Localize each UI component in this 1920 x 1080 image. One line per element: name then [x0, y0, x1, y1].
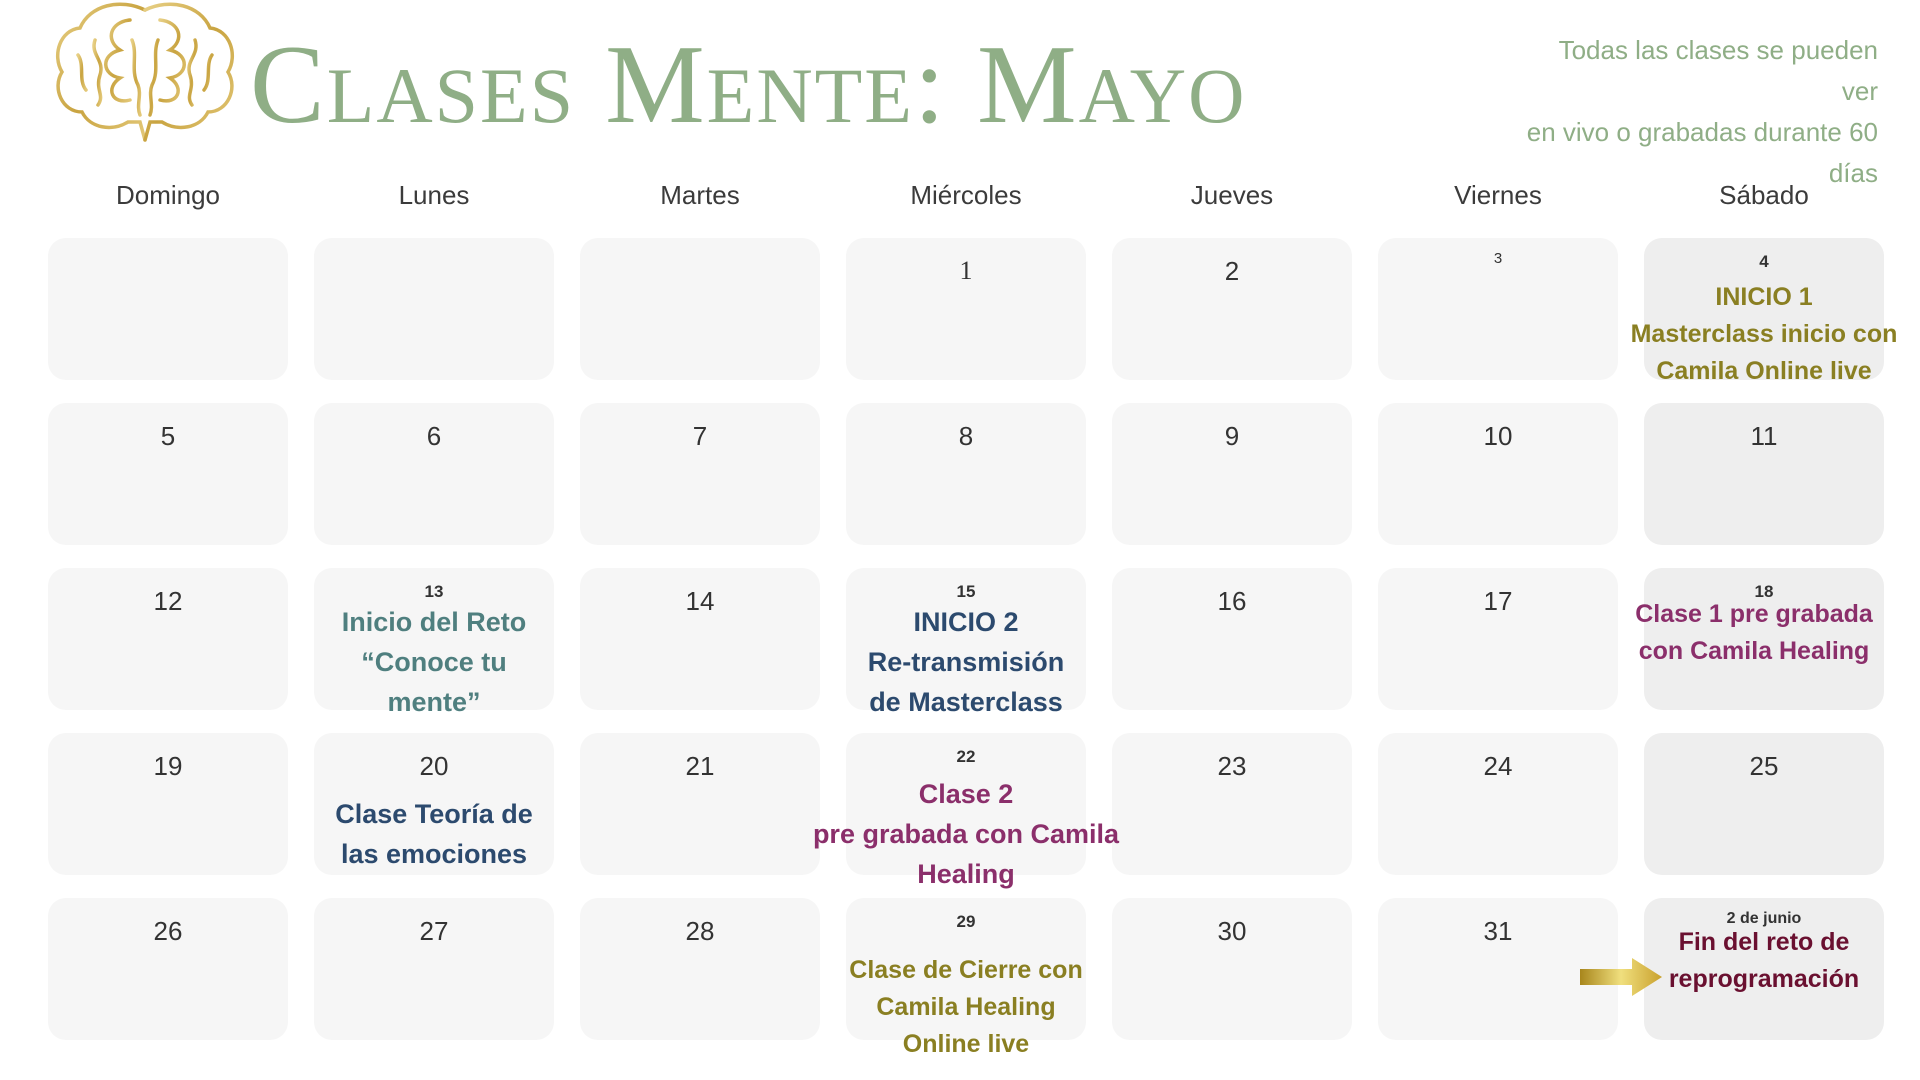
info-note-line: días — [1828, 158, 1878, 188]
event-line: mente” — [387, 687, 481, 717]
event-line: Masterclass inicio con — [1630, 320, 1898, 348]
info-note — [1518, 30, 1878, 194]
event-line: INICIO 1 — [1715, 283, 1813, 311]
calendar-cell-empty — [314, 238, 554, 380]
calendar-cell-may-9 — [1112, 403, 1352, 545]
calendar-cell-may-5 — [48, 403, 288, 545]
event-line: reprogramación — [1668, 965, 1860, 993]
event-line: Fin del reto de — [1678, 928, 1850, 956]
event-line: de Masterclass — [869, 687, 1063, 717]
event-line: Clase Teoría de — [335, 799, 533, 829]
info-note-line: en vivo o grabadas durante 60 — [1526, 117, 1878, 147]
event-may-13 — [294, 602, 574, 722]
calendar-cell-empty — [48, 238, 288, 380]
calendar-cell-may-2 — [1112, 238, 1352, 380]
day-number: 15 — [956, 582, 976, 601]
day-number: 30 — [1217, 916, 1247, 946]
event-line: Online live — [902, 1030, 1030, 1058]
calendar-cell-may-26 — [48, 898, 288, 1040]
event-line: Camila Healing — [876, 993, 1056, 1021]
event-line: Camila Online live — [1656, 357, 1872, 385]
event-line: Inicio del Reto — [341, 607, 527, 637]
event-may-20 — [294, 794, 574, 874]
day-number: 28 — [685, 916, 715, 946]
day-number: 11 — [1750, 421, 1778, 451]
day-number: 20 — [419, 751, 449, 781]
day-number: 17 — [1483, 586, 1513, 616]
day-header-friday: Viernes — [1454, 180, 1542, 210]
info-note-line: Todas las clases se pueden ver — [1558, 35, 1878, 106]
day-number: 2 de junio — [1726, 910, 1802, 927]
calendar-cell-may-14 — [580, 568, 820, 710]
day-header-sunday: Domingo — [115, 180, 221, 210]
day-number: 13 — [424, 582, 444, 601]
day-number: 8 — [958, 421, 974, 451]
event-line: con Camila Healing — [1638, 637, 1870, 665]
day-number: 26 — [153, 916, 183, 946]
calendar-cell-may-8 — [846, 403, 1086, 545]
arrow-right-icon — [1580, 958, 1662, 996]
day-number: 4 — [1759, 252, 1769, 271]
event-line: las emociones — [340, 839, 528, 869]
day-number: 16 — [1217, 586, 1247, 616]
event-line: Clase 2 — [918, 779, 1014, 809]
day-number: 6 — [426, 421, 442, 451]
day-number: 10 — [1483, 421, 1513, 451]
calendar-cell-may-11 — [1644, 403, 1884, 545]
day-header-tuesday: Martes — [660, 180, 740, 210]
day-number: 27 — [419, 916, 449, 946]
event-line: “Conoce tu — [361, 647, 507, 677]
day-number: 23 — [1217, 751, 1247, 781]
day-number: 22 — [956, 747, 976, 766]
day-number: 9 — [1224, 421, 1240, 451]
brain-icon — [50, 0, 240, 150]
event-line: Clase de Cierre con — [849, 956, 1083, 984]
day-number: 21 — [685, 751, 715, 781]
calendar-cell-may-25 — [1644, 733, 1884, 875]
event-may-22 — [796, 774, 1136, 894]
day-number: 7 — [692, 421, 708, 451]
event-line: Healing — [917, 859, 1015, 889]
day-number: 19 — [153, 751, 183, 781]
event-line: Clase 1 pre grabada — [1635, 600, 1873, 628]
calendar-cell-may-28 — [580, 898, 820, 1040]
day-number: 5 — [160, 421, 176, 451]
calendar-cell-may-10 — [1378, 403, 1618, 545]
calendar-cell-may-1 — [846, 238, 1086, 380]
calendar-cell-may-16 — [1112, 568, 1352, 710]
calendar-cell-empty — [580, 238, 820, 380]
event-june-2 — [1634, 924, 1894, 998]
day-number: 18 — [1754, 582, 1774, 601]
event-line: Re-transmisión — [867, 647, 1065, 677]
calendar-cell-may-27 — [314, 898, 554, 1040]
calendar-cell-may-24 — [1378, 733, 1618, 875]
day-number: 24 — [1483, 751, 1513, 781]
calendar-cell-may-19 — [48, 733, 288, 875]
day-header-wednesday: Miércoles — [910, 180, 1022, 210]
day-number: 14 — [685, 586, 715, 616]
calendar-cell-may-3 — [1378, 238, 1618, 380]
day-number: 31 — [1483, 916, 1513, 946]
calendar-cell-may-7 — [580, 403, 820, 545]
event-line: INICIO 2 — [913, 607, 1019, 637]
day-number: 2 — [1224, 256, 1240, 286]
calendar-cell-may-6 — [314, 403, 554, 545]
calendar-cell-may-17 — [1378, 568, 1618, 710]
event-may-18 — [1604, 596, 1904, 670]
page-title: Clases Mente: Mayo — [250, 23, 1247, 147]
day-number: 3 — [1493, 250, 1503, 267]
calendar-cell-may-21 — [580, 733, 820, 875]
day-number: 12 — [153, 586, 183, 616]
day-number: 1 — [959, 256, 973, 285]
event-may-29 — [816, 952, 1116, 1063]
event-may-4 — [1604, 279, 1920, 390]
event-line: pre grabada con Camila — [812, 819, 1120, 849]
day-header-thursday: Jueves — [1190, 180, 1274, 210]
day-header-monday: Lunes — [398, 180, 470, 210]
day-number: 25 — [1749, 751, 1779, 781]
calendar-cell-may-30 — [1112, 898, 1352, 1040]
calendar-cell-may-12 — [48, 568, 288, 710]
calendar-cell-may-23 — [1112, 733, 1352, 875]
day-header-saturday: Sábado — [1719, 180, 1809, 210]
day-number: 29 — [956, 912, 976, 931]
event-may-15 — [816, 602, 1116, 722]
